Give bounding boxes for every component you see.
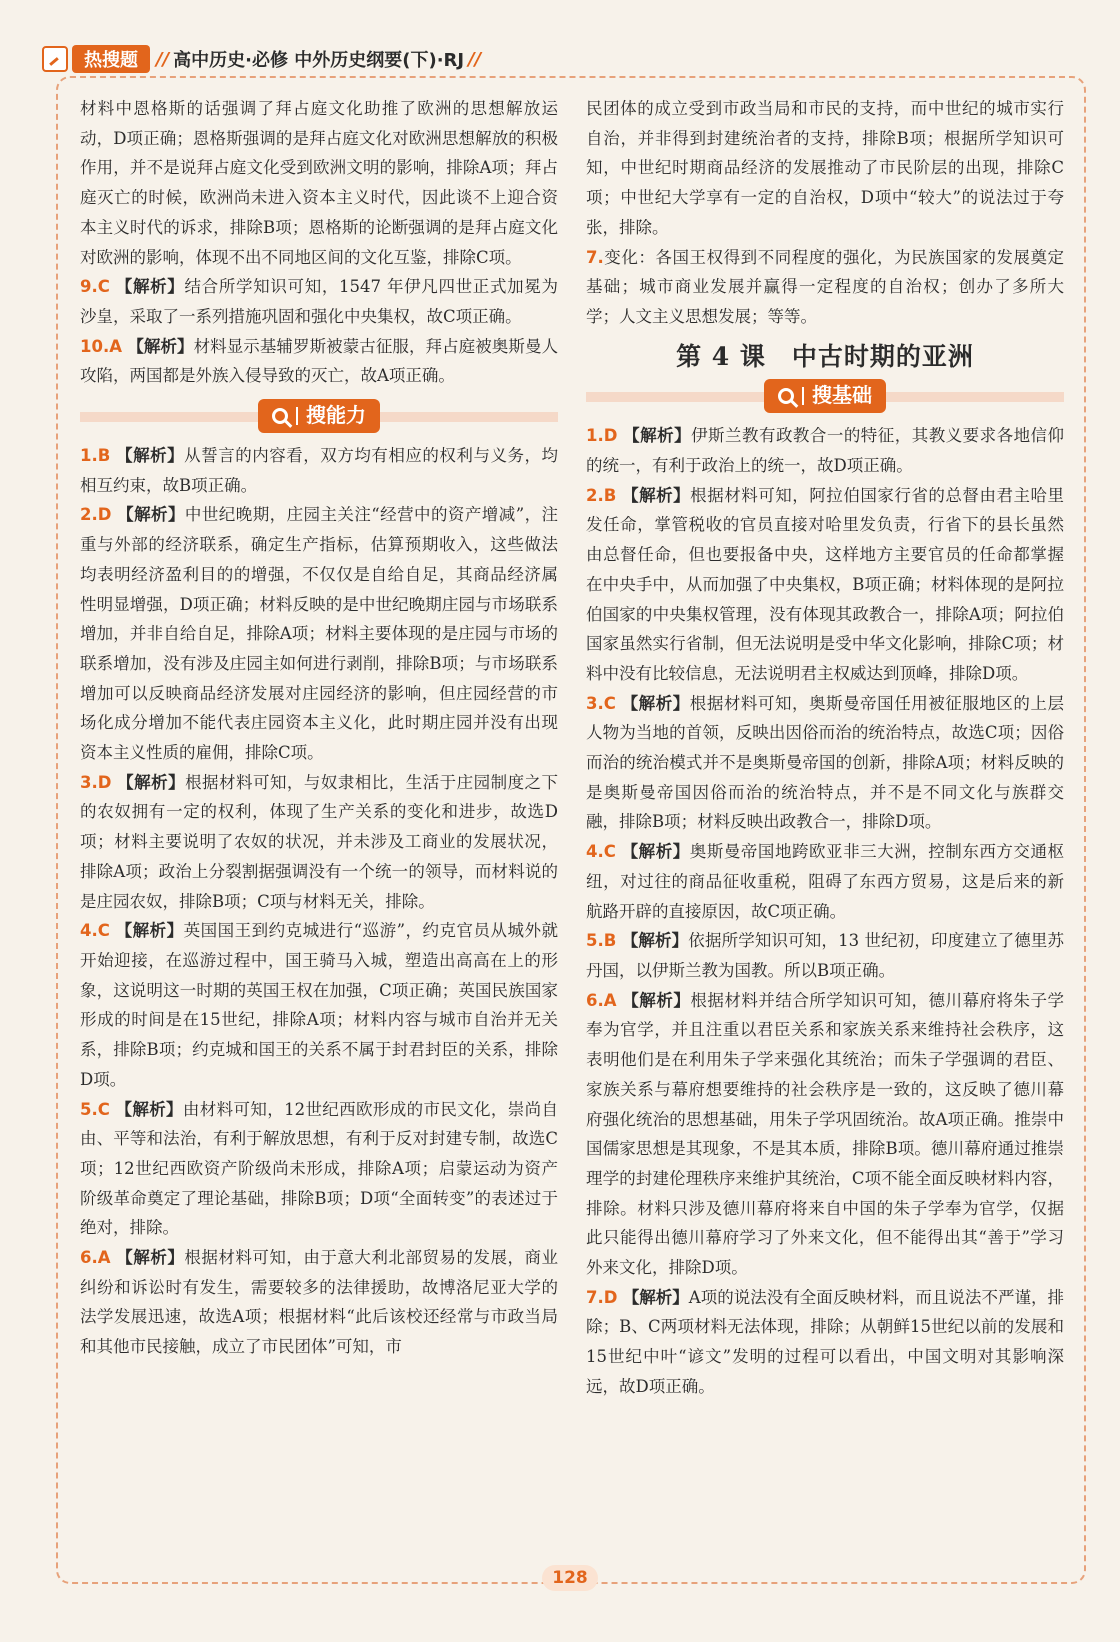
continued-paragraph: 民团体的成立受到市政当局和市民的支持，而中世纪的城市实行自治，并非得到封建统治者的支持，排除B项；根据所学知识可知，中世纪时期商品经济的发展推动了市民阶层的出现，排除C项；中世纪大学享有一定的自治权，D项中“较大”的说法过于夸张，排除。	[586, 99, 1064, 237]
answer-number: 4.C	[586, 842, 616, 862]
search-icon	[778, 388, 794, 404]
continued-paragraph: 材料中恩格斯的话强调了拜占庭文化助推了欧洲的思想解放运动，D项正确；恩格斯强调的是拜占庭文化对欧洲思想解放的积极作用，并不是说拜占庭文化受到欧洲文明的影响，排除A项；拜占庭灭亡的时候，欧洲尚未进入资本主义时代，因此谈不上迎合资本主义时代的诉求，排除B项；恩格斯的论断强调的是拜占庭文化对欧洲的影响，体现不出不同地区间的文化互鉴，排除C项。	[80, 99, 558, 267]
banner-label: 搜能力	[306, 403, 366, 428]
answer-item	[80, 1243, 558, 1362]
banner-divider	[296, 407, 298, 425]
answer-item	[586, 837, 1064, 926]
answer-text: 根据材料并结合所学知识可知，德川幕府将朱子学奉为官学，并且注重以君臣关系和家族关系来维持社会秩序，这表明他们是在利用朱子学来强化其统治；而朱子学强调的君臣、家族关系与幕府想要维持的社会秩序是一致的，这反映了德川幕府强化统治的思想基础，用朱子学巩固统治。故A项正确。推崇中国儒家思想是其现象，不是其本质，排除B项。德川幕府通过推崇理学的封建伦理秩序来维护其统治，C项不能全面反映材料内容，排除。材料只涉及德川幕府将来自中国的朱子学奉为官学，仅据此只能得出德川幕府学习了外来文化，但不能得出其“善于”学习外来文化，排除D项。	[586, 990, 1065, 1278]
answer-text: 材料显示基辅罗斯被蒙古征服，拜占庭被奥斯曼人攻陷，两国都是外族入侵导致的灭亡，故A项正确。	[80, 336, 559, 386]
answer-number: 1.B	[80, 446, 111, 466]
page-number-label: 128	[542, 1565, 598, 1591]
banner-divider	[802, 387, 804, 405]
analysis-tag: 【解析】	[623, 426, 692, 446]
answer-text: 由材料可知，12世纪西欧形成的市民文化，崇尚自由、平等和法治，有利于解放思想，有利于反对封建专制，故选C项；12世纪西欧资产阶级尚未形成，排除A项；启蒙运动为资产阶级革命奠定了理论基础，排除B项；D项“全面转变”的表述过于绝对，排除。	[80, 1099, 559, 1238]
answer-number: 9.C	[80, 277, 110, 297]
answer-number: 2.B	[586, 485, 617, 505]
analysis-tag: 【解析】	[115, 1099, 183, 1119]
answer-item	[80, 916, 558, 1094]
left-column	[80, 94, 558, 1362]
analysis-tag: 【解析】	[622, 1287, 689, 1307]
answer-text: 根据材料可知，奥斯曼帝国任用被征服地区的上层人物为当地的首领，反映出因俗而治的统治特点，故选C项；因俗而治的统治模式并不是奥斯曼帝国的创新，排除A项；材料反映的是奥斯曼帝国因俗而治的统治特点，并不是不同文化与族群交融，排除B项；材料反映出政教合一，排除D项。	[586, 693, 1065, 832]
answer-item	[80, 272, 558, 331]
answer-number: 6.A	[80, 1248, 111, 1268]
analysis-tag: 【解析】	[115, 921, 184, 941]
answer-number: 4.C	[80, 921, 110, 941]
analysis-tag: 【解析】	[622, 485, 691, 505]
answer-text: 依据所学知识可知，13 世纪初，印度建立了德里苏丹国，以伊斯兰教为国教。所以B项正确。	[586, 931, 1065, 980]
answer-item	[586, 689, 1064, 838]
answer-number: 5.B	[586, 931, 617, 951]
answer-number: 2.D	[80, 505, 112, 525]
analysis-tag: 【解析】	[117, 505, 185, 525]
header-separator: //	[156, 48, 170, 70]
answer-item	[80, 1095, 558, 1244]
answer-text: 从誓言的内容看，双方均有相应的权利与义务，均相互约束，故B项正确。	[80, 446, 559, 495]
header-separator-end: //	[468, 48, 482, 70]
answer-text: 根据材料可知，阿拉伯国家行省的总督由君主哈里发任命，掌管税收的官员直接对哈里发负责，行省下的县长虽然由总督任命，但也要报备中央，这样地方主要官员的任命都掌握在中央手中，从而加强了中央集权，B项正确；材料体现的是阿拉伯国家的中央集权管理，没有体现其政教合一，排除A项；阿拉伯国家虽然实行省制，但无法说明是受中华文化影响，排除C项；材料中没有比较信息，无法说明君主权威达到顶峰，排除D项。	[586, 485, 1065, 683]
header-badge: 热搜题	[72, 45, 150, 73]
edit-note-icon	[42, 46, 68, 72]
answer-text: 奥斯曼帝国地跨欧亚非三大洲，控制东西方交通枢纽，对过往的商品征收重税，阻碍了东西方贸易，这是后来的新航路开辟的直接原因，故C项正确。	[586, 842, 1065, 921]
answer-text: 结合所学知识可知，1547 年伊凡四世正式加冕为沙皇，采取了一系列措施巩固和强化中央集权，故C项正确。	[80, 277, 558, 326]
analysis-tag: 【解析】	[116, 446, 185, 466]
answer-item	[80, 332, 558, 391]
answer-number: 3.D	[80, 772, 112, 792]
answer-item	[80, 441, 558, 500]
banner-pill	[258, 399, 380, 433]
analysis-tag: 【解析】	[115, 277, 185, 297]
answer-number: 5.C	[80, 1099, 110, 1119]
answer-number: 7.D	[586, 1287, 618, 1307]
analysis-tag: 【解析】	[116, 1248, 185, 1268]
answer-item	[586, 986, 1064, 1283]
answer-item	[586, 926, 1064, 985]
banner-label: 搜基础	[812, 383, 872, 408]
answer-text: 根据材料可知，由于意大利北部贸易的发展，商业纠纷和诉讼时有发生，需要较多的法律援助，故博洛尼亚大学的法学发展迅速，故选A项；根据材料“此后该校还经常与市政当局和其他市民接触，成立了市民团体”可知，市	[80, 1248, 559, 1357]
answer-text: 英国国王到约克城进行“巡游”，约克官员从城外就开始迎接，在巡游过程中，国王骑马入城，塑造出高高在上的形象，这说明这一时期的英国王权在加强，C项正确；英国民族国家形成的时间是在15世纪，排除A项；材料内容与城市自治并无关系，排除B项；约克城和国王的关系不属于封君封臣的关系，排除D项。	[80, 921, 559, 1089]
answer-text: 中世纪晚期，庄园主关注“经营中的资产增减”，注重与外部的经济联系，确定生产指标，估算预期收入，这些做法均表明经济盈利目的的增强，不仅仅是自给自足，其商品经济属性明显增强，D项正确；材料反映的是中世纪晚期庄园与市场联系增加，并非自给自足，排除A项；材料主要体现的是庄园与市场的联系增加，没有涉及庄园主如何进行剥削，排除B项；与市场联系增加可以反映商品经济发展对庄园经济的影响，但庄园经营的市场化成分增加不能代表庄园资本主义化，此时期庄园并没有出现资本主义性质的雇佣，排除C项。	[80, 505, 559, 763]
answer-text: 根据材料可知，与奴隶相比，生活于庄园制度之下的农奴拥有一定的权利，体现了生产关系的变化和进步，故选D项；材料主要说明了农奴的状况，并未涉及工商业的发展状况，排除A项；政治上分裂割据强调没有一个统一的领导，而材料说的是庄园农奴，排除B项；C项与材料无关，排除。	[80, 772, 559, 911]
answer-number: 7.	[586, 247, 604, 267]
right-column	[586, 94, 1064, 1402]
answer-item	[80, 768, 558, 917]
analysis-tag: 【解析】	[621, 931, 689, 951]
section-banner-basics	[586, 377, 1064, 415]
answer-number: 1.D	[586, 426, 618, 446]
answer-item	[586, 421, 1064, 480]
analysis-tag: 【解析】	[621, 842, 690, 862]
analysis-tag: 【解析】	[127, 336, 194, 356]
page-header	[42, 44, 1078, 74]
search-icon	[272, 408, 288, 424]
answer-item	[586, 243, 1064, 332]
answer-number: 6.A	[586, 990, 617, 1010]
answer-text: 伊斯兰教有政教合一的特征，其教义要求各地信仰的统一，有利于政治上的统一，故D项正确。	[586, 426, 1065, 476]
answer-text: A项的说法没有全面反映材料，而且说法不严谨，排除；B、C两项材料无法体现，排除；从朝鲜15世纪以前的发展和15世纪中叶“谚文”发明的过程可以看出，中国文明对其影响深远，故D项正确。	[586, 1287, 1065, 1396]
answer-item	[80, 500, 558, 767]
answer-number: 10.A	[80, 336, 122, 356]
answer-item	[586, 1283, 1064, 1402]
answer-item	[586, 481, 1064, 689]
section-banner-ability	[80, 397, 558, 435]
page-number	[542, 1560, 598, 1596]
answer-number: 3.C	[586, 693, 616, 713]
lesson-title: 第 4 课 中古时期的亚洲	[676, 341, 974, 371]
analysis-tag: 【解析】	[621, 693, 690, 713]
analysis-tag: 【解析】	[117, 772, 186, 792]
header-title: 高中历史·必修 中外历史纲要(下)·RJ	[173, 50, 465, 71]
analysis-tag: 【解析】	[622, 990, 691, 1010]
banner-pill	[764, 379, 886, 413]
answer-text: 变化：各国王权得到不同程度的强化，为民族国家的发展奠定基础；城市商业发展并赢得一定程度的自治权；创办了多所大学；人文主义思想发展；等等。	[586, 247, 1064, 326]
